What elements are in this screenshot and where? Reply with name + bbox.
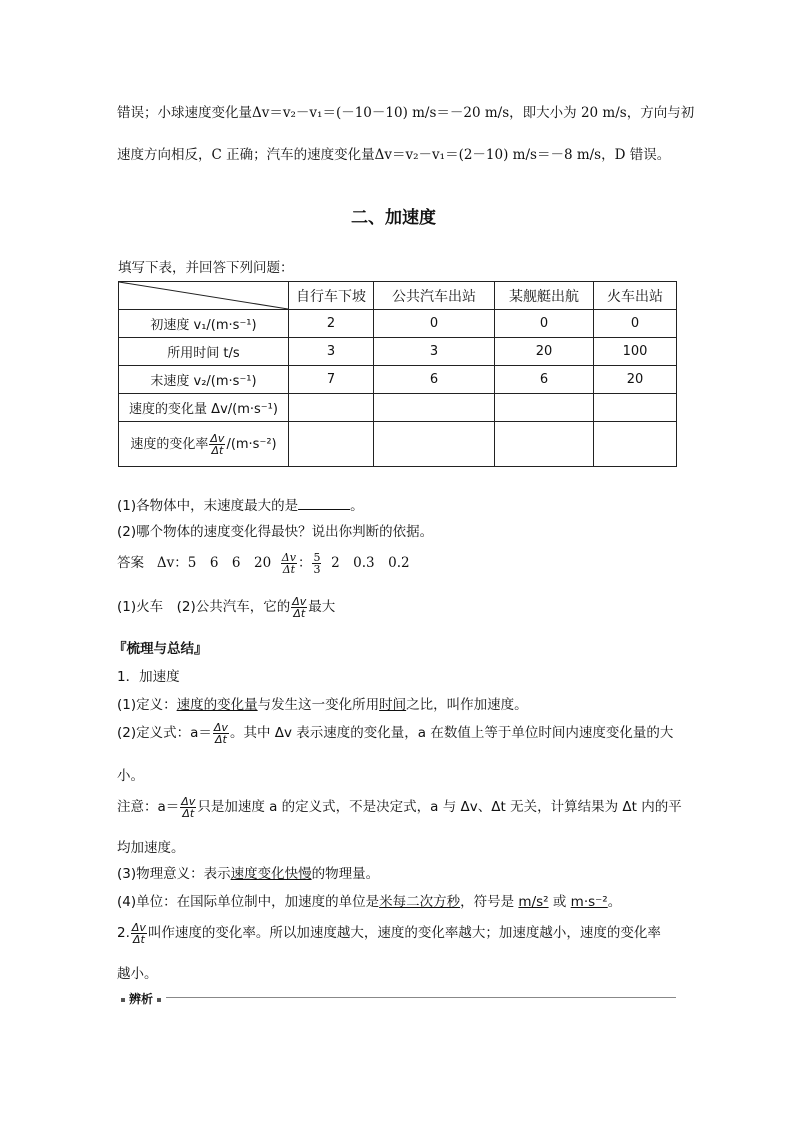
analysis-divider bbox=[166, 997, 676, 998]
answer-line-2 bbox=[117, 592, 335, 622]
question-1 bbox=[117, 494, 364, 514]
answer-line-1 bbox=[117, 548, 410, 578]
table-cell: 3 bbox=[289, 338, 374, 366]
meaning-line bbox=[117, 862, 379, 882]
table-prompt: 填写下表，并回答下列问题： bbox=[118, 260, 294, 276]
table-cell: 20 bbox=[594, 366, 677, 394]
definition-prefix: (1)定义： bbox=[117, 697, 177, 713]
row-label: 末速度 v₂/(m·s⁻¹) bbox=[119, 366, 289, 394]
unit-line bbox=[117, 890, 621, 910]
unit-symbol-2: m·s⁻² bbox=[570, 894, 608, 910]
definition-underline-2: 时间 bbox=[379, 697, 407, 713]
answer-line-2-post: 最大 bbox=[308, 599, 336, 615]
fraction-denominator: Δt bbox=[282, 563, 296, 576]
table-cell: 6 bbox=[495, 366, 594, 394]
table-cell: 0 bbox=[374, 310, 495, 338]
unit-symbol-1: m/s² bbox=[518, 894, 549, 910]
table-cell: 0 bbox=[495, 310, 594, 338]
table-cell bbox=[289, 394, 374, 422]
question-1-end: 。 bbox=[350, 498, 364, 514]
rate-fraction bbox=[209, 433, 225, 456]
fraction-numerator: Δv bbox=[281, 551, 296, 564]
meaning-prefix: (3)物理意义：表示 bbox=[117, 866, 231, 882]
formula-fraction bbox=[213, 722, 229, 745]
definition-underline-1: 速度的变化量 bbox=[176, 697, 258, 713]
table-row bbox=[119, 338, 677, 366]
answer-rates: 2 0.3 0.2 bbox=[331, 555, 410, 571]
table-cell: 20 bbox=[495, 338, 594, 366]
table-cell bbox=[594, 394, 677, 422]
fraction-denominator: Δt bbox=[211, 443, 224, 457]
fraction-numerator: Δv bbox=[131, 920, 146, 934]
definition-middle: 与发生这一变化所用 bbox=[257, 697, 380, 713]
rate-line bbox=[117, 918, 661, 948]
answer-colon: ： bbox=[297, 555, 312, 571]
rate-suffix: 叫作速度的变化率。所以加速度越大，速度的变化率越大；加速度越小，速度的变化率 bbox=[147, 925, 661, 941]
meaning-underline: 速度变化快慢 bbox=[230, 866, 312, 882]
question-2: (2)哪个物体的速度变化得最快？说出你判断的依据。 bbox=[117, 524, 434, 540]
table-row bbox=[119, 422, 677, 467]
note-line bbox=[117, 792, 682, 822]
table-row bbox=[119, 310, 677, 338]
answer-five-thirds bbox=[312, 552, 321, 575]
rate-label-suffix: /(m·s⁻²) bbox=[226, 436, 277, 452]
question-1-text: (1)各物体中，末速度最大的是 bbox=[117, 498, 299, 514]
answer-blank bbox=[298, 497, 350, 510]
note-fraction bbox=[180, 796, 196, 819]
answer-fraction bbox=[281, 552, 297, 575]
formula-prefix: (2)定义式：a＝ bbox=[117, 725, 212, 741]
table-cell bbox=[495, 394, 594, 422]
header-train: 火车出站 bbox=[594, 282, 677, 310]
answer-line-2-fraction bbox=[291, 596, 307, 619]
analysis-label bbox=[117, 990, 165, 1007]
answer-label: 答案 bbox=[117, 555, 144, 571]
meaning-suffix: 的物理量。 bbox=[311, 866, 380, 882]
rate-label-prefix: 速度的变化率 bbox=[130, 436, 209, 452]
fraction-denominator: Δt bbox=[293, 606, 306, 620]
unit-end: 。 bbox=[607, 894, 622, 910]
table-cell: 6 bbox=[374, 366, 495, 394]
fraction-numerator: Δv bbox=[210, 431, 225, 445]
fraction-denominator: Δt bbox=[132, 932, 145, 946]
table-header-row bbox=[119, 282, 677, 310]
square-bullet-icon bbox=[157, 998, 161, 1002]
note-line-2: 均加速度。 bbox=[117, 840, 185, 856]
definition-suffix: 之比，叫作加速度。 bbox=[406, 697, 528, 713]
intro-line-1: 错误；小球速度变化量Δv＝v₂－v₁＝(－10－10) m/s＝－20 m/s，即大小为 20 m/s，方向与初 bbox=[117, 105, 695, 121]
fraction-denominator: Δt bbox=[182, 806, 195, 820]
table-cell: 2 bbox=[289, 310, 374, 338]
unit-or: 或 bbox=[552, 894, 567, 910]
answer-line-2-pre: (1)火车 (2)公共汽车，它的 bbox=[117, 599, 291, 615]
section-title: 二、加速度 bbox=[351, 208, 436, 228]
intro-line-2: 速度方向相反，C 正确；汽车的速度变化量Δv＝v₂－v₁＝(2－10) m/s＝－8 m/s，D 错误。 bbox=[117, 147, 671, 163]
analysis-text: 辨析 bbox=[129, 992, 154, 1006]
formula-line-2: 小。 bbox=[117, 768, 144, 784]
fraction-numerator: 5 bbox=[313, 551, 321, 564]
summary-item-1-title: 1．加速度 bbox=[117, 669, 180, 685]
table-cell bbox=[374, 422, 495, 467]
table-cell bbox=[289, 422, 374, 467]
table-cell bbox=[374, 394, 495, 422]
unit-middle: ，符号是 bbox=[460, 894, 515, 910]
row-label: 初速度 v₁/(m·s⁻¹) bbox=[119, 310, 289, 338]
table-row bbox=[119, 394, 677, 422]
row-label: 速度的变化量 Δv/(m·s⁻¹) bbox=[119, 394, 289, 422]
square-bullet-icon bbox=[121, 998, 125, 1002]
note-suffix: 只是加速度 a 的定义式，不是决定式，a 与 Δv、Δt 无关，计算结果为 Δt 内的平 bbox=[197, 799, 682, 815]
table-cell bbox=[594, 422, 677, 467]
rate-line-2: 越小。 bbox=[117, 966, 158, 982]
summary-heading: 『梳理与总结』 bbox=[113, 641, 208, 657]
unit-name: 米每二次方秒 bbox=[379, 894, 461, 910]
header-bicycle: 自行车下坡 bbox=[289, 282, 374, 310]
fraction-numerator: Δv bbox=[213, 720, 228, 734]
table-cell: 7 bbox=[289, 366, 374, 394]
note-prefix: 注意：a＝ bbox=[117, 799, 180, 815]
table-cell: 0 bbox=[594, 310, 677, 338]
header-bus: 公共汽车出站 bbox=[374, 282, 495, 310]
formula-suffix: 。其中 Δv 表示速度的变化量，a 在数值上等于单位时间内速度变化量的大 bbox=[229, 725, 674, 741]
fraction-numerator: Δv bbox=[181, 794, 196, 808]
fraction-denominator: 3 bbox=[313, 563, 321, 576]
header-ship: 某舰艇出航 bbox=[495, 282, 594, 310]
data-table bbox=[118, 281, 677, 467]
diagonal-header-cell bbox=[119, 282, 289, 310]
unit-prefix: (4)单位：在国际单位制中，加速度的单位是 bbox=[117, 894, 380, 910]
row-label bbox=[119, 422, 289, 467]
formula-line bbox=[117, 718, 673, 748]
definition-line bbox=[117, 693, 528, 713]
table-cell: 3 bbox=[374, 338, 495, 366]
fraction-denominator: Δt bbox=[215, 732, 227, 746]
answer-dv: Δv：5 6 6 20 bbox=[156, 555, 272, 571]
table-cell: 100 bbox=[594, 338, 677, 366]
table-cell bbox=[495, 422, 594, 467]
table-row bbox=[119, 366, 677, 394]
rate-prefix: 2. bbox=[117, 925, 130, 941]
row-label: 所用时间 t/s bbox=[119, 338, 289, 366]
fraction-numerator: Δv bbox=[292, 594, 307, 608]
rate-line-fraction bbox=[131, 922, 147, 945]
